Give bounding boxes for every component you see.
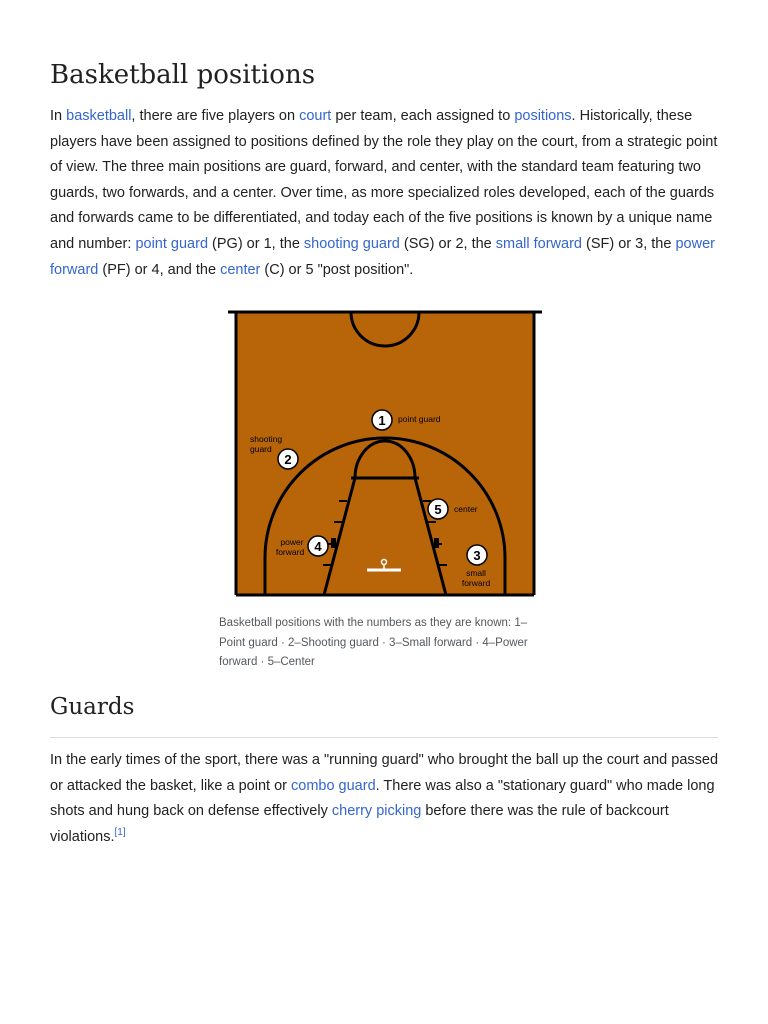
reference-link[interactable]: [1]: [114, 826, 126, 838]
position-number: 4: [314, 539, 322, 554]
position-label: point guard: [398, 414, 441, 424]
position-marker-4[interactable]: [276, 536, 328, 557]
link-basketball[interactable]: basketball: [66, 108, 132, 124]
link-small-forward[interactable]: small forward: [495, 235, 582, 252]
position-label: center: [454, 504, 478, 514]
position-number: 5: [434, 502, 442, 517]
text-run: . There was also a "stationary guard" who made long shots and hung back on defense effectively: [50, 777, 715, 820]
position-number: 3: [473, 548, 481, 563]
guards-paragraph: [50, 748, 722, 850]
text-run: In the early times of the sport, there was a "running guard" who brought the ball up the court and passed or attacked the basket, like a point or: [50, 752, 719, 794]
link-combo-guard[interactable]: combo guard: [291, 777, 376, 794]
court-svg: [228, 308, 544, 598]
position-number: 2: [284, 452, 292, 467]
intro-paragraph: [50, 104, 722, 283]
position-label: forward: [461, 578, 491, 588]
text-run: In: [50, 108, 67, 124]
position-label: shooting: [250, 434, 283, 444]
text-run: (SF) or 3, the: [581, 235, 676, 252]
link-point-guard[interactable]: point guard: [135, 235, 209, 252]
link-positions[interactable]: positions: [514, 108, 572, 124]
heading-divider: [50, 737, 718, 738]
link-power-forward[interactable]: power forward: [50, 235, 715, 278]
link-cherry-picking[interactable]: cherry picking: [331, 803, 422, 820]
position-label: forward: [275, 547, 305, 557]
text-run: , there are five players on: [131, 108, 300, 124]
lane-block: [331, 538, 336, 548]
text-run: (PF) or 4, and the: [98, 261, 221, 278]
lane-block: [434, 538, 439, 548]
text-run: before there was the rule of backcourt violations.: [50, 803, 669, 845]
link-shooting-guard[interactable]: shooting guard: [303, 235, 400, 252]
page-title: Basketball positions: [50, 60, 316, 90]
court-diagram[interactable]: [228, 308, 544, 598]
position-label: power: [280, 537, 304, 547]
link-center[interactable]: center: [220, 261, 261, 278]
text-run: . Historically, these players have been assigned to positions defined by the role they play on the court, from a strategic point of view. The three main positions are guard, forward, and center, with the standard team featuring two guards, two forwards, and a center. Over time, as more specialized roles developed, each of the guards and forwards came to be differentiated, and today each of the five positions is known by a unique name and number:: [50, 108, 718, 252]
section-heading-guards: Guards: [50, 694, 135, 720]
position-number: 1: [378, 413, 386, 428]
text-run: (C) or 5 "post position".: [260, 261, 414, 278]
text-run: per team, each assigned to: [331, 108, 515, 124]
position-label: small: [466, 568, 486, 578]
link-court[interactable]: court: [299, 108, 332, 124]
figure-caption: Basketball positions with the numbers as they are known: 1–Point guard · 2–Shooting guard · 3–Small forward · 4–Power forward · 5–Center: [219, 617, 528, 668]
position-label: guard: [250, 444, 272, 454]
text-run: (SG) or 2, the: [399, 235, 496, 252]
text-run: (PG) or 1, the: [208, 235, 304, 252]
